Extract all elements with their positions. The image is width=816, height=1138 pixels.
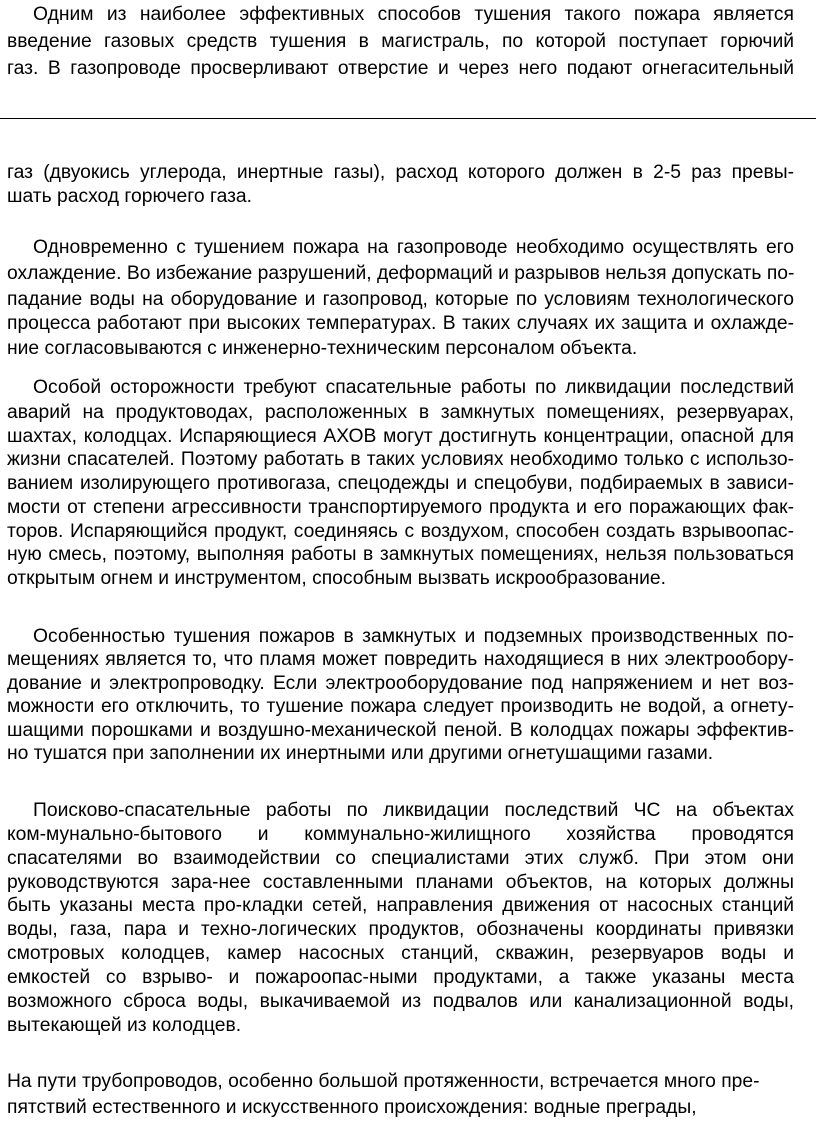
para5-line-6: но тушатся при заполнении их инертными или другими огнетушащими газами. <box>7 743 714 764</box>
para4-line-1: Особой осторожности требуют спасательные работы по ликвидации последствий <box>33 377 794 398</box>
para6-line-10: вытекающей из колодцев. <box>7 1015 242 1036</box>
para6-line-7: смотровых колодцев, камер насосных станций, скважин, резервуаров воды и <box>7 943 794 964</box>
para4-line-2: аварий на продуктоводах, расположенных в замкнутых помещениях, резервуарах, <box>7 402 794 423</box>
para6-line-3: спасателями во взаимодействии со специалистами этих служб. При этом они <box>7 848 794 869</box>
para6-line-1: Поисково-спасательные работы по ликвидации последствий ЧС на объектах <box>33 800 794 821</box>
para6-line-5: быть указаны места про-кладки сетей, направления движения от насосных станций <box>7 895 794 916</box>
para3-line-4: процесса работают при высоких температурах. В таких случаях их защита и охлажде- <box>7 313 794 334</box>
para6-line-2: ком-мунально-бытового и коммунально-жилищного хозяйства проводятся <box>7 824 794 845</box>
para4-line-6: мости от степени агрессивности транспортируемого продукта и его поражающих фак- <box>7 497 794 518</box>
para5-line-5: шащими порошками и воздушно-механической пеной. В колодцах пожары эффектив- <box>7 720 794 741</box>
para1-line-2: введение газовых средств тушения в магистраль, по которой поступает горючий <box>7 31 794 52</box>
para4-line-3: шахтах, колодцах. Испаряющиеся АХОВ могут достигнуть концентрации, опасной для <box>7 426 794 447</box>
para3-line-3: падание воды на оборудование и газопровод, которые по условиям технологического <box>7 289 794 310</box>
para3-line-2: охлаждение. Во избежание разрушений, деформаций и разрывов нельзя допускать по- <box>7 263 795 284</box>
para5-line-1: Особенностью тушения пожаров в замкнутых и подземных производственных по- <box>33 626 794 647</box>
para1-line-1: Одним из наиболее эффективных способов тушения такого пожара является <box>33 4 794 25</box>
page-break-rule <box>0 118 816 119</box>
para3-line-5: ние согласовываются с инженерно-техническим персоналом объекта. <box>7 338 638 359</box>
para5-line-4: можности его отключить, то тушение пожара следует производить не водой, а огнету- <box>7 696 794 717</box>
para5-line-2: мещениях является то, что пламя может повредить находящиеся в них электрообору- <box>7 649 794 670</box>
para6-line-4: руководствуются зара-нее составленными планами объектов, на которых должны <box>7 872 794 893</box>
para7-line-2: пятствий естественного и искусственного происхождения: водные преграды, <box>7 1097 697 1118</box>
para4-line-9: открытым огнем и инструментом, способным вызвать искрообразование. <box>7 568 667 589</box>
para5-line-3: дование и электропроводку. Если электрооборудование под напряжением и нет воз- <box>7 673 794 694</box>
para2-line-2: шать расход горючего газа. <box>7 186 253 207</box>
para6-line-8: емкостей со взрыво- и пожароопас-ными продуктами, а также указаны места <box>7 967 794 988</box>
para1-line-3: газ. В газопроводе просверливают отверстие и через него подают огнегасительный <box>7 58 794 79</box>
para6-line-9: возможного сброса воды, выкачиваемой из подвалов или канализационной воды, <box>7 991 794 1012</box>
para4-line-5: ванием изолирующего противогаза, спецодежды и спецобуви, подбираемых в зависи- <box>7 473 794 494</box>
para4-line-8: ную смесь, поэтому, выполняя работы в замкнутых помещениях, нельзя пользоваться <box>7 544 794 565</box>
para7-line-1: На пути трубопроводов, особенно большой протяженности, встречается много пре- <box>7 1071 760 1092</box>
para4-line-4: жизни спасателей. Поэтому работать в таких условиях необходимо только с использо- <box>7 449 794 470</box>
para3-line-1: Одновременно с тушением пожара на газопроводе необходимо осуществлять его <box>33 237 794 258</box>
para6-line-6: воды, газа, пара и техно-логических продуктов, обозначены координаты привязки <box>7 919 794 940</box>
para4-line-7: торов. Испаряющийся продукт, соединяясь с воздухом, способен создать взрывоопас- <box>7 521 794 542</box>
para2-line-1: газ (двуокись углерода, инертные газы), расход которого должен в 2-5 раз превы- <box>7 162 794 183</box>
